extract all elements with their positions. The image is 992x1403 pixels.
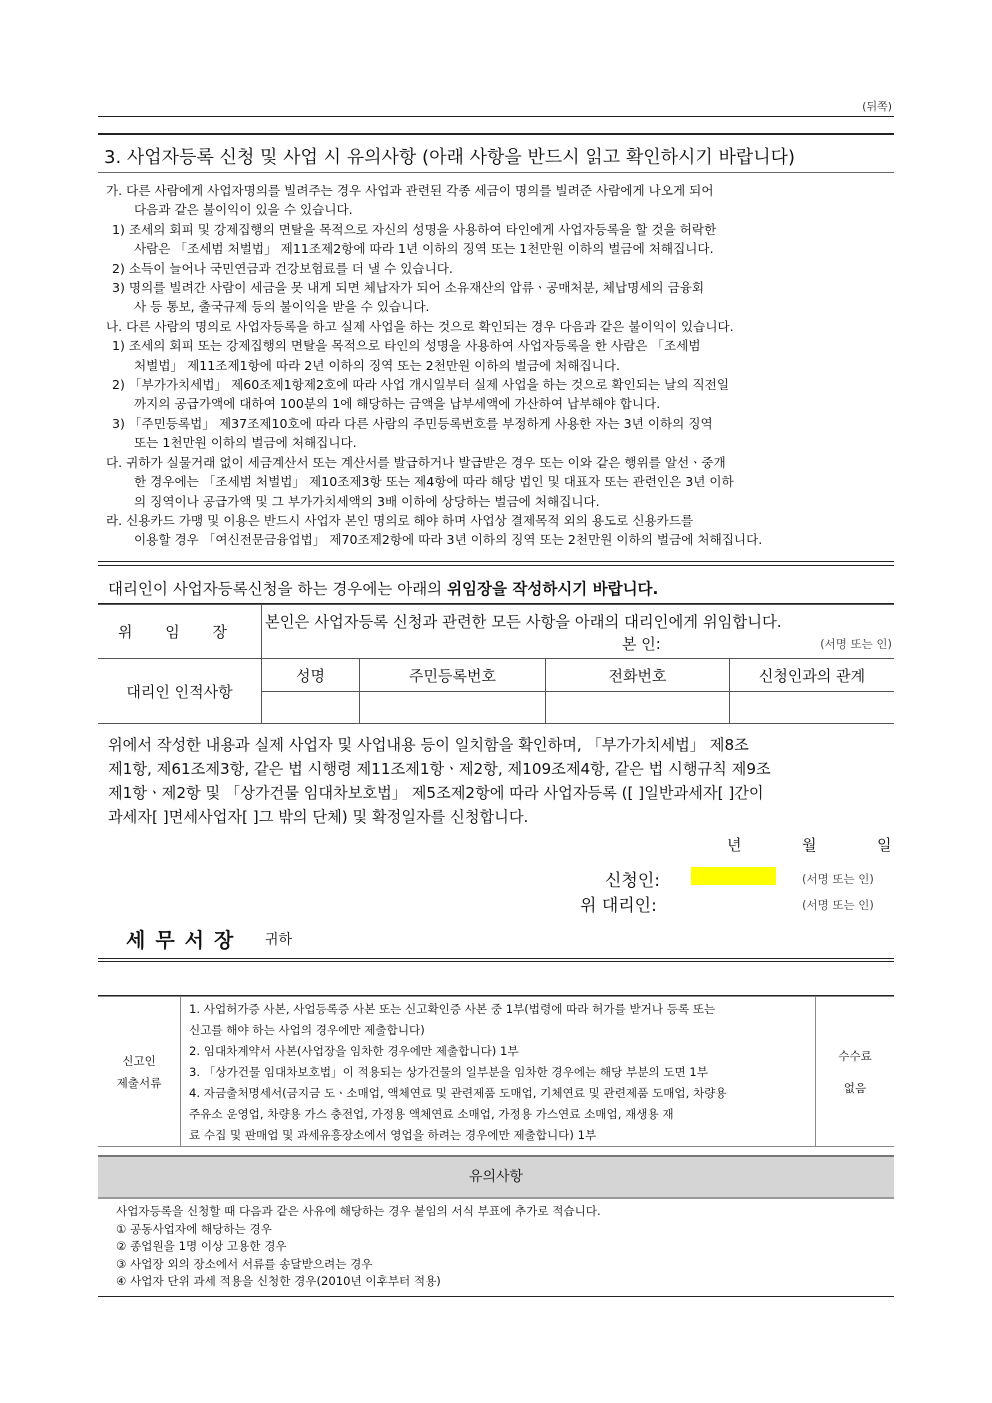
notice-line: 사람은 「조세범 처벌법」 제11조제2항에 따라 1년 이하의 징역 또는 1천만원 이하의 벌금에 처해집니다. [134,241,714,257]
agent-info-label: 대리인 인적사항 [98,659,262,724]
poa-self-label: 본 인: [622,635,661,653]
agent-rrn-field[interactable] [360,692,546,724]
notice-line: 3) 명의를 빌려간 사람이 세금을 못 내게 되면 체납자가 되어 소유재산의 압류ㆍ공매처분, 체납명세의 금융회 [112,280,705,296]
caution-list [116,1203,601,1291]
notice-line: 까지의 공급가액에 대하여 100분의 1에 해당하는 금액을 납부세액에 가산하여 납부해야 합니다. [134,396,661,412]
date-day-label: 일 [877,836,892,854]
document-item: 신고를 해야 하는 사업의 경우에만 제출합니다) [189,1023,425,1037]
proxy-instruction-text: 대리인이 사업자등록신청을 하는 경우에는 아래의 [108,580,448,598]
declaration-line: 제1항, 제61조제3항, 같은 법 시행령 제11조제1항ㆍ제2항, 제109조제4항, 같은 법 시행규칙 제9조 [108,760,771,778]
caution-header [98,1155,894,1199]
agent-relation-field[interactable] [730,692,895,724]
declaration-line: 제1항ㆍ제2항 및 「상가건물 임대차보호법」 제5조제2항에 따라 사업자등록 ([ ]일반과세자[ ]간이 [108,784,764,802]
documents-label-line2: 제출서류 [116,1075,162,1090]
poa-label: 위 임 장 [98,605,262,659]
document-item: 2. 임대차계약서 사본(사업장을 임차한 경우에만 제출합니다) 1부 [189,1044,519,1058]
poa-sign-hint: (서명 또는 인) [820,637,892,651]
office-rule [98,958,894,959]
notice-line: 2) 「부가가치세법」 제60조제1항제2호에 따라 사업 개시일부터 실제 사업을 하는 것으로 확인되는 날의 직전일 [112,377,729,393]
declaration-line: 위에서 작성한 내용과 실제 사업자 및 사업내용 등이 일치함을 확인하며, 「부가가치세법」 제8조 [108,736,749,754]
office-rule-2 [98,961,894,962]
documents-list [181,997,816,1147]
notice-line: 2) 소득이 늘어나 국민연금과 건강보험료를 더 낼 수 있습니다. [112,260,453,276]
poa-content [262,605,895,659]
notes-bottom-rule-2 [98,565,894,566]
poa-text: 본인은 사업자등록 신청과 관련한 모든 사항을 아래의 대리인에게 위임합니다. [265,613,782,631]
notice-line: 의 징역이나 공급가액 및 그 부가가치세액의 3배 이하에 상당하는 벌금에 처해집니다. [134,493,600,509]
required-documents-table [98,996,894,1147]
date-month-label: 월 [802,836,817,854]
document-item: 1. 사업허가증 사본, 사업등록증 사본 또는 신고확인증 사본 중 1부(법령에 따라 허가를 받거나 등록 또는 [189,1002,716,1016]
documents-label [98,997,181,1147]
notes-bottom-rule [98,561,894,562]
notice-line: 사 등 통보, 출국규제 등의 불이익을 받을 수 있습니다. [134,299,430,315]
caution-intro: 사업자등록을 신청할 때 다음과 같은 사유에 해당하는 경우 붙임의 서식 부표에 추가로 적습니다. [116,1204,601,1218]
fee-label: 수수료 [838,1048,872,1063]
applicant-sign-hint: (서명 또는 인) [802,872,874,886]
document-item: 주유소 운영업, 차량용 가스 충전업, 가정용 액체연료 소매업, 가정용 가스연료 소매업, 재생용 재 [189,1107,674,1121]
agent-header-rrn: 주민등록번호 [360,659,546,692]
notice-line: 처벌법」 제11조제1항에 따라 2년 이하의 징역 또는 2천만원 이하의 벌금에 처해집니다. [134,357,620,373]
fee-cell [816,997,895,1147]
notice-line: 다. 귀하가 실물거래 없이 세금계산서 또는 계산서를 발급하거나 발급받은 경우 또는 이와 같은 행위를 알선ㆍ중개 [106,454,726,470]
notice-line: 1) 조세의 회피 또는 강제집행의 면탈을 목적으로 타인의 성명을 사용하여 사업자등록을 한 사람은 「조세범 [112,338,701,354]
document-item: 4. 자금출처명세서(금지금 도ㆍ소매업, 액체연료 및 관련제품 도매업, 기체연료 및 관련제품 도매업, 차량용 [189,1086,727,1100]
notice-line: 가. 다른 사람에게 사업자명의를 빌려주는 경우 사업과 관련된 각종 세금이 명의를 빌려준 사람에게 나오게 되어 [106,183,714,198]
fee-value: 없음 [843,1080,867,1095]
agent-header-name: 성명 [262,659,360,692]
document-item: 3. 「상가건물 임대차보호법」이 적용되는 상가건물의 일부분을 임차한 경우에는 해당 부분의 도면 1부 [189,1065,708,1079]
notice-line: 나. 다른 사람의 명의로 사업자등록을 하고 실제 사업을 하는 것으로 확인되는 경우 다음과 같은 불이익이 있습니다. [106,318,734,334]
notice-line: 이용할 경우 「여신전문금융업법」 제70조제2항에 따라 3년 이하의 징역 또는 2천만원 이하의 벌금에 처해집니다. [134,532,763,548]
section-rule [98,133,894,135]
top-rule [98,116,894,117]
agent-header-relation: 신청인과의 관계 [730,659,895,692]
date-year-label: 년 [727,836,742,854]
notice-list [106,181,886,550]
notice-line: 라. 신용카드 가맹 및 이용은 반드시 사업자 본인 명의로 해야 하며 사업상 결제목적 외의 용도로 신용카드를 [106,512,694,528]
notice-line: 다음과 같은 불이익이 있을 수 있습니다. [134,202,353,218]
agent-phone-field[interactable] [546,692,730,724]
caution-item: ② 종업원을 1명 이상 고용한 경우 [116,1239,287,1253]
caution-item: ④ 사업자 단위 과세 적용을 신청한 경우(2010년 이후부터 적용) [116,1274,441,1288]
documents-label-line1: 신고인 [122,1053,156,1068]
caution-item: ① 공동사업자에 해당하는 경우 [116,1221,272,1236]
notice-line: 또는 1천만원 이하의 벌금에 처해집니다. [134,435,357,451]
proxy-instruction [108,577,658,599]
declaration-line: 과세자[ ]면세사업자[ ]그 밖의 단체) 및 확정일자를 신청합니다. [108,808,529,826]
agent-header-phone: 전화번호 [546,659,730,692]
agent-sign-hint: (서명 또는 인) [802,898,874,912]
caution-title: 유의사항 [468,1169,524,1185]
notice-line: 한 경우에는 「조세범 처벌법」 제10조제3항 또는 제4항에 따라 해당 법인 및 대표자 또는 관련인은 3년 이하 [134,474,734,490]
applicant-signature-field[interactable] [691,867,776,885]
agent-sign-label: 위 대리인: [580,896,657,916]
section-title-rule [98,172,894,173]
section-title: 3. 사업자등록 신청 및 사업 시 유의사항 (아래 사항을 반드시 읽고 확인하시기 바랍니다) [104,147,796,168]
document-item: 료 수집 및 판매업 및 과세유흥장소에서 영업을 하려는 경우에만 제출합니다) 1부 [189,1128,597,1142]
applicant-label: 신청인: [605,871,660,891]
proxy-instruction-bold: 위임장을 작성하시기 바랍니다. [447,580,659,598]
caution-item: ③ 사업장 외의 장소에서 서류를 송달받으려는 경우 [116,1256,373,1271]
declaration-text [108,733,892,829]
agent-name-field[interactable] [262,692,360,724]
tax-office-suffix: 귀하 [265,932,293,948]
page-side-mark: (뒤쪽) [862,100,892,113]
bottom-rule [98,1296,894,1297]
power-of-attorney-table [98,604,894,724]
notice-line: 1) 조세의 회피 및 강제집행의 면탈을 목적으로 자신의 성명을 사용하여 타인에게 사업자등록을 할 것을 허락한 [112,221,717,237]
notice-line: 3) 「주민등록법」 제37조제10호에 따라 다른 사람의 주민등록번호를 부정하게 사용한 자는 3년 이하의 징역 [112,415,713,431]
tax-office-name: 세무서장 [126,928,244,952]
